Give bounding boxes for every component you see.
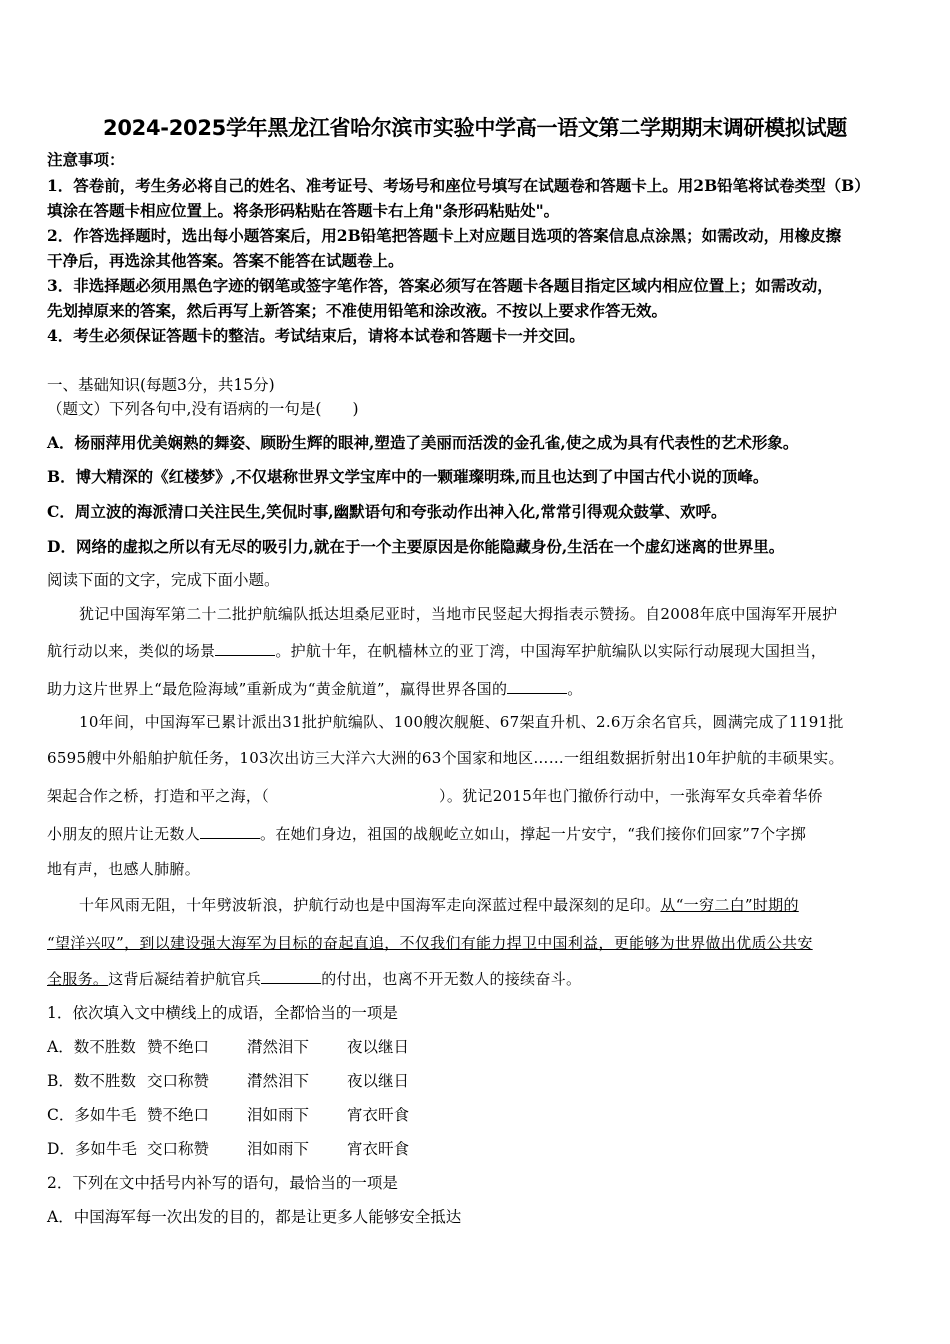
notice-line: 干净后，再选涂其他答案。答案不能答在试题卷上。 xyxy=(47,251,404,270)
passage-line: 航行动以来，类似的场景 。护航十年，在帆樯林立的亚丁湾，中国海军护航编队以实际行动展现大国担当， xyxy=(47,642,827,660)
notice-heading: 注意事项： xyxy=(47,150,125,169)
passage-line: 十年风雨无阻，十年劈波斩浪，护航行动也是中国海军走向深蓝过程中最深刻的足印。从“一穷二白”时期的 xyxy=(79,896,799,914)
passage-line: 地有声，也感人肺腑。 xyxy=(47,860,201,878)
passage-line: 小朋友的照片让无数人 。在她们身边，祖国的战舰屹立如山，撑起一片安宁，“我们接你们回家”7个字掷 xyxy=(47,825,806,843)
fill-blank xyxy=(261,969,321,984)
notice-line: 先划掉原来的答案，然后再写上新答案；不准使用铅笔和涂改液。不按以上要求作答无效。 xyxy=(47,301,668,320)
option-b: B．博大精深的《红楼梦》,不仅堪称世界文学宝库中的一颗璀璨明珠,而且也达到了中国古代小说的顶峰。 xyxy=(47,467,769,486)
fill-blank xyxy=(215,641,275,656)
passage-underlined-line: “望洋兴叹”，到以建设强大海军为目标的奋起直追，不仅我们有能力捍卫中国利益，更能够为世界做出优质公共安 xyxy=(47,934,813,952)
fill-blank xyxy=(200,824,260,839)
q2-stem: 2．下列在文中括号内补写的语句，最恰当的一项是 xyxy=(47,1174,398,1192)
passage-line: 犹记中国海军第二十二批护航编队抵达坦桑尼亚时，当地市民竖起大拇指表示赞扬。自2008年底中国海军开展护 xyxy=(79,605,838,623)
option-d: D．网络的虚拟之所以有无尽的吸引力,就在于一个主要原因是你能隐藏身份,生活在一个虚幻迷离的世界里。 xyxy=(47,537,785,556)
notice-line: 3．非选择题必须用黑色字迹的钢笔或签字笔作答，答案必须写在答题卡各题目指定区域内相应位置上；如需改动， xyxy=(47,276,833,295)
option-c: C．周立波的海派清口关注民生,笑侃时事,幽默语句和夸张动作出神入化,常常引得观众鼓掌、欢呼。 xyxy=(47,502,727,521)
notice-line: 2．作答选择题时，选出每小题答案后，用2B铅笔把答题卡上对应题目选项的答案信息点涂黑；如需改动，用橡皮擦 xyxy=(47,226,842,245)
passage-line: 全服务。这背后凝结着护航官兵 的付出，也离不开无数人的接续奋斗。 xyxy=(47,970,582,988)
notice-line: 填涂在答题卡相应位置上。将条形码粘贴在答题卡右上角"条形码粘贴处"。 xyxy=(47,201,560,220)
section-heading: 一、基础知识(每题3分，共15分) xyxy=(47,376,275,394)
passage-line: 助力这片世界上“最危险海域”重新成为“黄金航道”，赢得世界各国的 。 xyxy=(47,680,583,698)
passage-line: 10年间，中国海军已累计派出31批护航编队、100艘次舰艇、67架直升机、2.6万余名官兵，圆满完成了1191批 xyxy=(79,713,844,731)
q1-option-a: A．数不胜数 赞不绝口 潸然泪下 夜以继日 xyxy=(47,1038,410,1056)
q1-option-b: B．数不胜数 交口称赞 潸然泪下 夜以继日 xyxy=(47,1072,410,1090)
passage-line: 架起合作之桥，打造和平之海，（ ）。犹记2015年也门撤侨行动中，一张海军女兵牵着华侨 xyxy=(47,787,823,805)
passage-line: 6595艘中外船舶护航任务，103次出访三大洋六大洲的63个国家和地区……一组组数据折射出10年护航的丰硕果实。 xyxy=(47,749,844,767)
reading-intro: 阅读下面的文字，完成下面小题。 xyxy=(47,571,280,589)
page-title: 2024-2025学年黑龙江省哈尔滨市实验中学高一语文第二学期期末调研模拟试题 xyxy=(103,116,847,140)
notice-line: 1．答卷前，考生务必将自己的姓名、准考证号、考场号和座位号填写在试题卷和答题卡上。用2B铅笔将试卷类型（B） xyxy=(47,176,870,195)
q2-option-a: A．中国海军每一次出发的目的，都是让更多人能够安全抵达 xyxy=(47,1208,462,1226)
fill-blank xyxy=(507,679,567,694)
q1-option-d: D．多如牛毛 交口称赞 泪如雨下 宵衣旰食 xyxy=(47,1140,410,1158)
q1-option-c: C．多如牛毛 赞不绝口 泪如雨下 宵衣旰食 xyxy=(47,1106,410,1124)
option-a: A．杨丽萍用优美娴熟的舞姿、顾盼生辉的眼神,塑造了美丽而活泼的金孔雀,使之成为具有代表性的艺术形象。 xyxy=(47,433,799,452)
question-stem: （题文）下列各句中,没有语病的一句是( ) xyxy=(47,400,359,418)
q1-stem: 1．依次填入文中横线上的成语，全都恰当的一项是 xyxy=(47,1004,398,1022)
notice-line: 4．考生必须保证答题卡的整洁。考试结束后，请将本试卷和答题卡一并交回。 xyxy=(47,326,585,345)
